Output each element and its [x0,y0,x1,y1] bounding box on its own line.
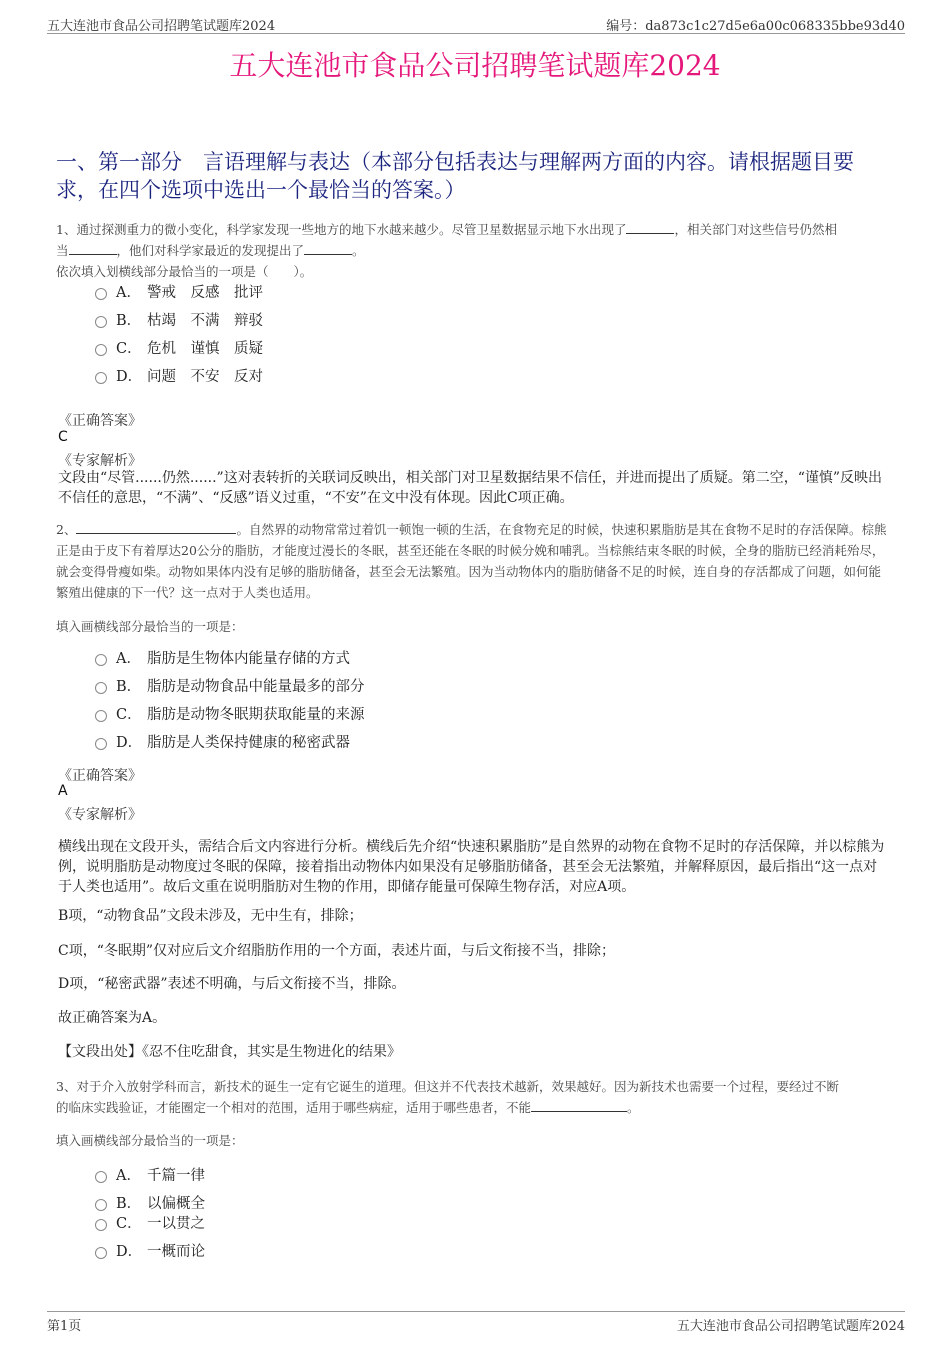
question-3-ask: 填入画横线部分最恰当的一项是： [56,1133,244,1148]
q2-option-b[interactable]: B． 脂肪是动物食品中能量最多的部分 [95,676,365,698]
question-3-stem [56,1076,890,1118]
answer-blank [76,521,236,534]
question-3-line-1: 3、对于介入放射学科而言，新技术的诞生一定有它诞生的道理。但这并不代表技术越新，效果越好。因为新技术也需要一个过程，要经过不断 [56,1079,839,1094]
radio-button[interactable] [95,682,107,694]
answer-blank [69,242,117,255]
question-1-line-2: 当 ，他们对科学家最近的发现提出了 。 [56,243,365,258]
header-doc-title: 五大连池市食品公司招聘笔试题库2024 [47,19,276,34]
radio-button[interactable] [95,1247,107,1259]
q3-option-d[interactable]: D． 一概而论 [95,1241,205,1263]
q2-analysis-option-c: C项，“冬眠期”仅对应后文介绍脂肪作用的一个方面，表述片面，与后文衔接不当，排除； [58,943,616,959]
page-footer [47,1311,905,1334]
radio-button[interactable] [95,372,107,384]
page-header [47,13,905,34]
q2-analysis-conclusion: 故正确答案为A。 [58,1010,167,1026]
radio-button[interactable] [95,1199,107,1211]
q2-analysis-option-d: D项，“秘密武器”表述不明确，与后文衔接不当，排除。 [58,976,406,992]
radio-button[interactable] [95,738,107,750]
q3-option-c[interactable]: C． 一以贯之 [95,1213,205,1235]
answer-blank [531,1099,627,1112]
q2-option-c[interactable]: C． 脂肪是动物冬眠期获取能量的来源 [95,704,365,726]
q1-analysis-label: 《专家解析》 [58,453,142,469]
radio-button[interactable] [95,1219,107,1231]
radio-button[interactable] [95,344,107,356]
answer-blank [626,221,674,234]
section-title: 一、第一部分 言语理解与表达（本部分包括表达与理解两方面的内容。请根据题目要求，在四个选项中选出一个最恰当的答案。） [56,150,854,202]
question-3-line-2: 的临床实践验证，才能圈定一个相对的范围，适用于哪些病症，适用于哪些患者，不能 。 [56,1100,640,1115]
question-1-ask: 依次填入划横线部分最恰当的一项是（ ）。 [56,264,313,279]
question-2-ask: 填入画横线部分最恰当的一项是： [56,619,244,634]
radio-button[interactable] [95,288,107,300]
q1-analysis: 文段由“尽管......仍然......”这对表转折的关联词反映出，相关部门对卫星数据结果不信任，并进而提出了质疑。第二空，“谨慎”反映出不信任的意思，“不满”、“反感”语义过重，“不安”在文中没有体现。因此C项正确。 [58,470,883,506]
q2-analysis-paragraph: 横线出现在文段开头，需结合后文内容进行分析。横线后先介绍“快速积累脂肪”是自然界的动物在食物不足时的存活保障，并以棕熊为例，说明脂肪是动物度过冬眠的保障，接着指出动物体内如果没有足够脂肪储备，甚至会无法繁殖，并解释原因，最后指出“这一点对于人类也适用”。故后文重在说明脂肪对生物的作用，即储存能量可保障生物存活，对应A项。 [58,839,885,895]
q3-option-a[interactable]: A． 千篇一律 [95,1165,205,1187]
radio-button[interactable] [95,1171,107,1183]
footer-doc-title: 五大连池市食品公司招聘笔试题库2024 [676,1319,905,1334]
q2-analysis-option-b: B项，“动物食品”文段未涉及，无中生有，排除； [58,908,363,924]
header-doc-id: 编号：da873c1c27d5e6a00c068335bbe93d40 [606,19,905,34]
q1-answer-label: 《正确答案》 [58,413,142,429]
q2-analysis-label: 《专家解析》 [58,807,142,823]
radio-button[interactable] [95,316,107,328]
radio-button[interactable] [95,654,107,666]
question-2-stem: 2、 。自然界的动物常常过着饥一顿饱一顿的生活，在食物充足的时候，快速积累脂肪是其在食物不足时的存活保障。棕熊正是由于皮下有着厚达20公分的脂肪，才能度过漫长的冬眠，甚至还能在冬眠的时候分娩和哺乳。当棕熊结束冬眠的时候，全身的脂肪已经消耗殆尽，就会变得骨瘦如柴。动物如果体内没有足够的脂肪储备，甚至会无法繁殖。因为当动物体内的脂肪储备不足的时候，连自身的存活都成了问题，如何能繁殖出健康的下一代？这一点对于人类也适用。 [56,522,887,600]
q3-option-b[interactable]: B． 以偏概全 [95,1193,205,1215]
q1-option-c[interactable]: C． 危机 谨慎 质疑 [95,338,263,360]
q1-option-d[interactable]: D． 问题 不安 反对 [95,366,263,388]
q1-option-b[interactable]: B． 枯竭 不满 辩驳 [95,310,263,332]
page-number: 第1页 [47,1319,82,1334]
question-1-stem [56,219,890,261]
q2-answer-label: 《正确答案》 [58,768,142,784]
question-1-line-1: 1、通过探测重力的微小变化，科学家发现一些地方的地下水越来越少。尽管卫星数据显示地下水出现了 ，相关部门对这些信号仍然相 [56,222,837,237]
q1-answer: C [58,429,68,445]
q2-option-a[interactable]: A． 脂肪是生物体内能量存储的方式 [95,648,350,670]
radio-button[interactable] [95,710,107,722]
q1-option-a[interactable]: A． 警戒 反感 批评 [95,282,263,304]
q2-answer: A [58,783,68,799]
answer-blank [304,242,352,255]
q2-source: 【文段出处】《忍不住吃甜食，其实是生物进化的结果》 [58,1044,401,1060]
q2-option-d[interactable]: D． 脂肪是人类保持健康的秘密武器 [95,732,350,754]
page-title: 五大连池市食品公司招聘笔试题库2024 [229,49,721,82]
